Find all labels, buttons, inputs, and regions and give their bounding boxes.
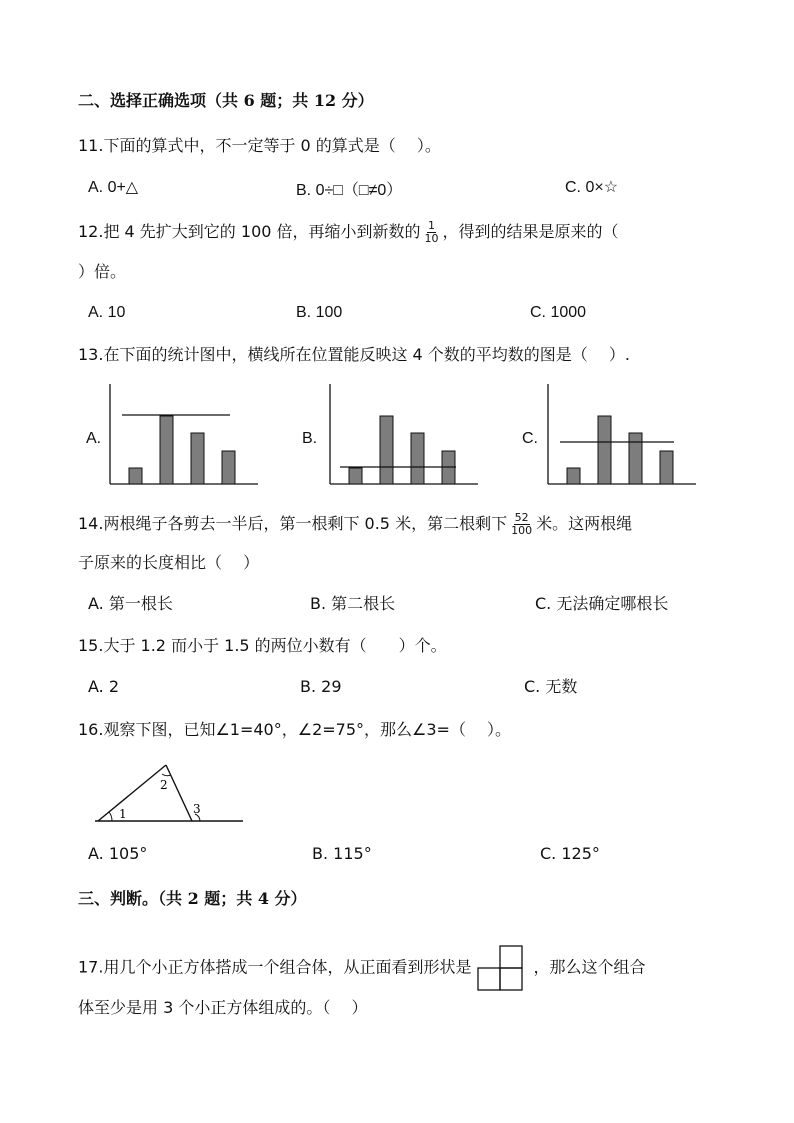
q15-option-b: B. 29 — [300, 677, 342, 696]
q14-option-b: B. 第二根长 — [310, 594, 396, 613]
cube-face — [500, 968, 522, 990]
q13-chart-c — [538, 380, 698, 490]
bar — [660, 451, 673, 484]
q17-text-before: 17.用几个小正方体搭成一个组合体，从正面看到形状是 — [78, 957, 472, 977]
bar — [629, 433, 642, 484]
q11-option-c: C. 0×☆ — [565, 179, 619, 196]
q11-option-a: A. 0+△ — [88, 179, 139, 196]
question-16: 16.观察下图，已知∠1=40°，∠2=75°，那么∠3=（ ）。 — [78, 720, 512, 739]
q12-frac-den: 10 — [424, 232, 439, 245]
question-12-line2: ）倍。 — [78, 262, 127, 281]
question-14 — [78, 512, 632, 537]
triangle-right-side — [166, 765, 192, 821]
bar — [380, 416, 393, 484]
question-14-line2: 子原来的长度相比（ ） — [78, 553, 260, 572]
q16-option-c: C. 125° — [540, 844, 600, 863]
cube-face — [478, 968, 500, 990]
section-title-3: 三、判断。（共 2 题；共 4 分） — [78, 889, 307, 908]
bar — [598, 416, 611, 484]
q16-option-b: B. 115° — [312, 844, 372, 863]
front-view-figure — [477, 945, 527, 991]
section-title: 二、选择正确选项（共 6 题；共 12 分） — [78, 91, 374, 110]
q13-chart-a — [100, 380, 260, 490]
bar — [129, 468, 142, 484]
q12-text-after: ，得到的结果是原来的（ — [442, 222, 619, 241]
q14-text-after: 米。这两根绳 — [536, 514, 633, 533]
bar — [567, 468, 580, 484]
q16-option-a: A. 105° — [88, 844, 148, 863]
question-11: 11.下面的算式中，不一定等于 0 的算式是（ ）。 — [78, 136, 441, 155]
cube-face — [500, 946, 522, 968]
q13-label-b: B. — [302, 430, 318, 447]
triangle-left-side — [98, 765, 166, 821]
q14-option-c: C. 无法确定哪根长 — [535, 594, 669, 613]
q13-chart-b — [320, 380, 480, 490]
q14-frac-den: 100 — [511, 524, 533, 537]
q13-label-a: A. — [86, 430, 102, 447]
q14-option-a: A. 第一根长 — [88, 594, 173, 613]
q15-option-a: A. 2 — [88, 677, 120, 696]
angle-1-arc — [109, 812, 112, 821]
angle-2-label: 2 — [160, 778, 168, 792]
bar — [411, 433, 424, 484]
question-17 — [78, 945, 645, 991]
bar — [222, 451, 235, 484]
question-17-line2: 体至少是用 3 个小正方体组成的。（ ） — [78, 998, 368, 1017]
bar — [160, 416, 173, 484]
angle-3-label: 3 — [193, 802, 201, 816]
q14-text-before: 14.两根绳子各剪去一半后，第一根剩下 0.5 米，第二根剩下 — [78, 514, 508, 533]
q14-fraction — [511, 512, 532, 537]
triangle-figure — [90, 755, 250, 830]
q12-option-c: C. 1000 — [530, 304, 587, 321]
q13-label-c: C. — [522, 430, 538, 447]
q12-option-b: B. 100 — [296, 304, 343, 321]
q12-option-a: A. 10 — [88, 304, 126, 321]
q12-fraction — [425, 220, 439, 245]
bar — [349, 468, 362, 484]
q15-option-c: C. 无数 — [524, 677, 578, 696]
q17-text-after: ，那么这个组合 — [533, 957, 646, 977]
question-13: 13.在下面的统计图中，横线所在位置能反映这 4 个数的平均数的图是（ ）. — [78, 345, 630, 364]
q12-frac-num: 1 — [428, 219, 436, 232]
q12-text-before: 12.把 4 先扩大到它的 100 倍，再缩小到新数的 — [78, 222, 421, 241]
bar — [191, 433, 204, 484]
angle-1-label: 1 — [119, 807, 127, 821]
q11-option-b: B. 0÷□（□≠0） — [296, 182, 403, 199]
question-15: 15.大于 1.2 而小于 1.5 的两位小数有（ ）个。 — [78, 636, 447, 655]
q14-frac-num: 52 — [514, 511, 529, 524]
question-12 — [78, 220, 619, 245]
